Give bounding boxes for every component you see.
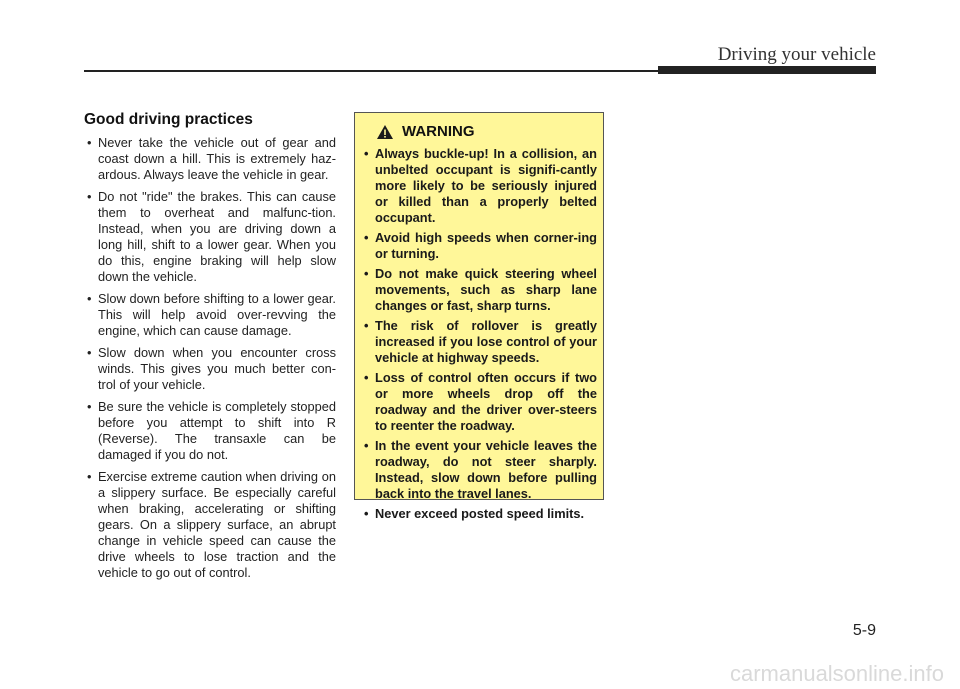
practice-item: • Never take the vehicle out of gear and coast down a hill. This is extremely haz-ardous. Always leave the vehicle in gear. bbox=[84, 135, 336, 183]
good-driving-section bbox=[84, 111, 336, 587]
warning-box bbox=[354, 112, 604, 521]
header-rule-thick bbox=[658, 66, 876, 74]
warning-item: • Avoid high speeds when corner-ing or turning. bbox=[362, 230, 597, 262]
warning-title: WARNING bbox=[402, 123, 475, 140]
practice-item: • Exercise extreme caution when driving on a slippery surface. Be especially careful when braking, accelerating or shifting gears. On a slippery surface, an abrupt change in vehicle speed can cause the drive wheels to lose traction and the vehicle to go out of control. bbox=[84, 469, 336, 581]
warning-item: • Always buckle-up! In a collision, an unbelted occupant is signifi-cantly more likely to be seriously injured or killed than a properly belted occupant. bbox=[362, 146, 597, 226]
practice-item: • Do not "ride" the brakes. This can cause them to overheat and malfunc-tion. Instead, when you are driving down a long hill, shift to a lower gear. When you do this, engine braking will help slow down the vehicle. bbox=[84, 189, 336, 285]
page-header-title: Driving your vehicle bbox=[717, 44, 876, 65]
warning-item: • The risk of rollover is greatly increased if you lose control of your vehicle at highway speeds. bbox=[362, 318, 597, 366]
warning-list bbox=[362, 146, 597, 522]
watermark: carmanualsonline.info bbox=[729, 661, 944, 686]
warning-item: • Do not make quick steering wheel movements, such as sharp lane changes or fast, sharp turns. bbox=[362, 266, 597, 314]
header-rule-thin bbox=[84, 70, 664, 72]
driving-practices-list bbox=[84, 135, 336, 581]
warning-triangle-icon bbox=[376, 124, 394, 140]
warning-header bbox=[376, 123, 597, 140]
practice-item: • Slow down when you encounter cross winds. This gives you much better con-trol of your vehicle. bbox=[84, 345, 336, 393]
page-number: 5-9 bbox=[852, 622, 876, 639]
warning-item: • Never exceed posted speed limits. bbox=[362, 506, 597, 522]
practice-item: • Be sure the vehicle is completely stopped before you attempt to shift into R (Reverse). The transaxle can be damaged if you do not. bbox=[84, 399, 336, 463]
section-heading: Good driving practices bbox=[84, 111, 253, 128]
warning-item: • Loss of control often occurs if two or more wheels drop off the roadway and the driver over-steers to reenter the roadway. bbox=[362, 370, 597, 434]
warning-item: • In the event your vehicle leaves the roadway, do not steer sharply. Instead, slow down before pulling back into the travel lanes. bbox=[362, 438, 597, 502]
practice-item: • Slow down before shifting to a lower gear. This will help avoid over-revving the engine, which can cause damage. bbox=[84, 291, 336, 339]
